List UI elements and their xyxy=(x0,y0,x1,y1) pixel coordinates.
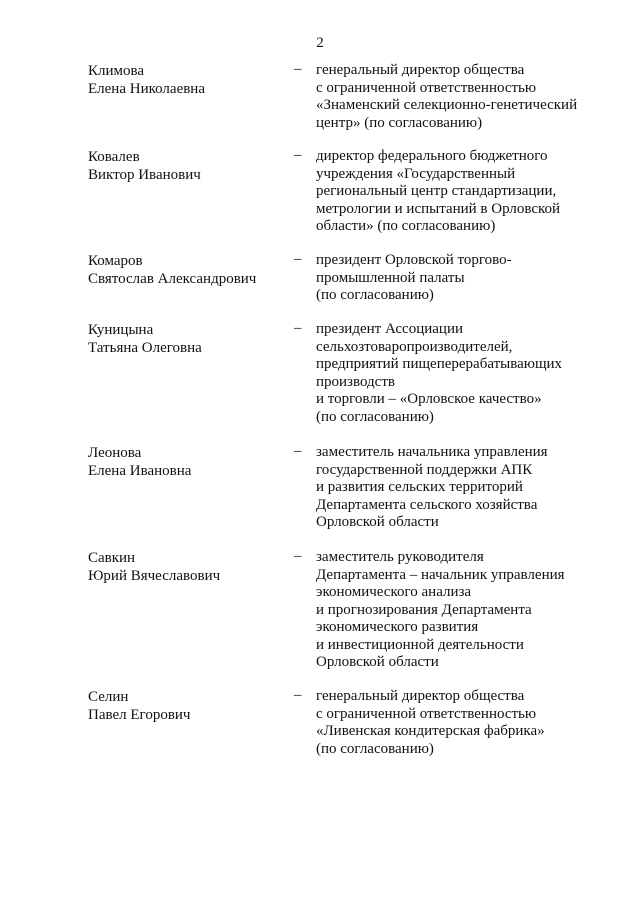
role-line: с ограниченной ответственностью xyxy=(316,705,537,722)
member-surname: Селин xyxy=(88,689,129,705)
role-line: и развития сельских территорий xyxy=(316,479,523,495)
member-surname: Комаров xyxy=(88,253,143,269)
member-role xyxy=(316,252,616,305)
member-given-names: Святослав Александрович xyxy=(88,271,257,287)
role-line: генеральный директор общества xyxy=(316,688,525,704)
member-name xyxy=(88,252,256,288)
role-line: Департамента сельского хозяйства xyxy=(316,496,538,513)
separator-dash: – xyxy=(294,687,302,703)
role-line: предприятий пищеперерабатывающих xyxy=(316,356,563,372)
role-line: (по согласованию) xyxy=(316,408,434,425)
member-name xyxy=(88,444,191,480)
role-line: и прогнозирования Департамента xyxy=(316,601,532,618)
separator-dash: – xyxy=(294,320,302,336)
member-surname: Леонова xyxy=(88,445,142,461)
member-surname: Климова xyxy=(88,63,145,79)
page-number: 2 xyxy=(316,35,324,51)
role-line: президент Орловской торгово- xyxy=(316,252,512,268)
role-line: и торговли – «Орловское качество» xyxy=(316,391,542,407)
role-line: (по согласованию) xyxy=(316,740,434,757)
member-surname: Савкин xyxy=(88,550,136,566)
role-line: региональный центр стандартизации, xyxy=(316,183,557,199)
separator-dash: – xyxy=(294,61,302,77)
separator-dash: – xyxy=(294,251,302,267)
role-line: сельхозтоваропроизводителей, xyxy=(316,338,513,355)
role-line: промышленной палаты xyxy=(316,269,465,286)
member-role xyxy=(316,444,616,532)
separator-dash: – xyxy=(294,443,302,459)
member-role xyxy=(316,549,616,672)
member-given-names: Павел Егорович xyxy=(88,707,191,723)
role-line: экономического анализа xyxy=(316,584,472,600)
role-line: и инвестиционной деятельности xyxy=(316,636,524,653)
member-role xyxy=(316,148,616,236)
member-surname: Куницына xyxy=(88,322,154,338)
role-line: производств xyxy=(316,373,395,390)
separator-dash: – xyxy=(294,548,302,564)
member-given-names: Елена Николаевна xyxy=(88,81,205,97)
role-line: области» (по согласованию) xyxy=(316,218,496,234)
member-given-names: Юрий Вячеславович xyxy=(88,568,221,584)
member-role xyxy=(316,321,616,426)
separator-dash: – xyxy=(294,147,302,163)
member-surname: Ковалев xyxy=(88,149,140,165)
role-line: метрологии и испытаний в Орловской xyxy=(316,200,561,217)
member-role xyxy=(316,688,616,758)
member-name xyxy=(88,688,190,724)
member-name xyxy=(88,148,201,184)
role-line: учреждения «Государственный xyxy=(316,165,516,182)
member-given-names: Елена Ивановна xyxy=(88,463,192,479)
role-line: директор федерального бюджетного xyxy=(316,148,548,164)
role-line: Орловской области xyxy=(316,514,439,530)
member-name xyxy=(88,62,205,98)
role-line: государственной поддержки АПК xyxy=(316,461,533,478)
role-line: Орловской области xyxy=(316,654,439,670)
role-line: с ограниченной ответственностью xyxy=(316,79,537,96)
role-line: заместитель начальника управления xyxy=(316,444,548,460)
member-role xyxy=(316,62,616,132)
role-line: заместитель руководителя xyxy=(316,549,484,565)
member-name xyxy=(88,321,202,357)
role-line: (по согласованию) xyxy=(316,287,434,303)
role-line: экономического развития xyxy=(316,619,479,635)
role-line: центр» (по согласованию) xyxy=(316,114,483,131)
role-line: «Ливенская кондитерская фабрика» xyxy=(316,723,545,739)
role-line: генеральный директор общества xyxy=(316,62,525,78)
member-given-names: Татьяна Олеговна xyxy=(88,340,202,356)
role-line: «Знаменский селекционно-генетический xyxy=(316,97,578,113)
member-name xyxy=(88,549,220,585)
role-line: президент Ассоциации xyxy=(316,321,464,337)
member-given-names: Виктор Иванович xyxy=(88,167,201,183)
role-line: Департамента – начальник управления xyxy=(316,566,565,583)
